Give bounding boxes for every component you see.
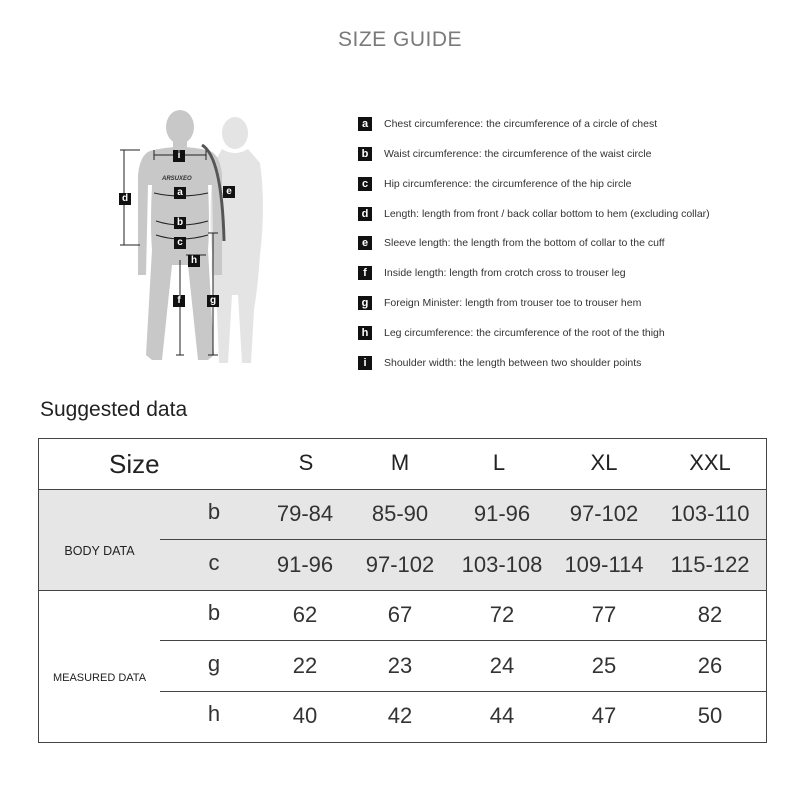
table-cell: 25	[591, 653, 617, 678]
row-key: h	[207, 701, 221, 726]
size-header-m: M	[390, 450, 410, 475]
row-key: c	[208, 550, 220, 575]
size-header-s: S	[298, 450, 314, 475]
table-cell: 97-102	[569, 501, 639, 526]
legend-text: Sleeve length: the length from the bottom of collar to the cuff	[384, 237, 665, 249]
table-cell: 109-114	[564, 552, 644, 577]
table-cell: 40	[292, 703, 318, 728]
row-key: b	[207, 600, 221, 625]
table-cell: 50	[697, 703, 723, 728]
table-cell: 62	[292, 602, 318, 627]
figure-label-i: i	[173, 150, 185, 162]
table-cell: 47	[591, 703, 617, 728]
table-divider	[39, 489, 766, 490]
table-divider	[160, 691, 766, 692]
size-table	[38, 438, 767, 743]
legend-text: Inside length: length from crotch cross to trouser leg	[384, 267, 626, 279]
table-cell: 82	[697, 602, 723, 627]
size-header-l: L	[492, 450, 506, 475]
size-header-label: Size	[109, 449, 160, 479]
figure-label-a: a	[174, 187, 186, 199]
table-cell: 79-84	[276, 501, 334, 526]
table-cell: 77	[591, 602, 617, 627]
figure-label-h: h	[188, 255, 200, 267]
table-cell: 115-122	[670, 552, 750, 577]
legend-key: d	[358, 207, 372, 221]
legend-key: a	[358, 117, 372, 131]
legend-text: Chest circumference: the circumference of a circle of chest	[384, 118, 658, 130]
page-title: SIZE GUIDE	[337, 28, 463, 51]
table-cell: 24	[489, 653, 515, 678]
body-measurement-illustration	[110, 105, 280, 375]
table-divider	[39, 590, 766, 591]
table-cell: 42	[387, 703, 413, 728]
figure-label-g: g	[207, 295, 219, 307]
section-subtitle: Suggested data	[40, 398, 188, 421]
size-header-xxl: XXL	[689, 450, 731, 475]
legend-key: g	[358, 296, 372, 310]
row-key: g	[207, 651, 221, 676]
table-cell: 97-102	[365, 552, 435, 577]
table-cell: 44	[489, 703, 515, 728]
figure-label-c: c	[174, 237, 186, 249]
brand-text: ARSUXEO	[162, 176, 192, 182]
legend-key: c	[358, 177, 372, 191]
table-cell: 85-90	[371, 501, 429, 526]
table-cell: 91-96	[276, 552, 334, 577]
legend-key: e	[358, 236, 372, 250]
figure-label-f: f	[173, 295, 185, 307]
table-cell: 72	[489, 602, 515, 627]
legend-text: Hip circumference: the circumference of the hip circle	[384, 178, 632, 190]
table-divider	[160, 640, 766, 641]
size-header-xl: XL	[590, 450, 618, 475]
legend-text: Shoulder width: the length between two shoulder points	[384, 357, 642, 369]
table-cell: 103-108	[461, 552, 543, 577]
group-label-measured-data: MEASURED DATA	[52, 672, 147, 684]
legend-key: b	[358, 147, 372, 161]
group-label-body-data: BODY DATA	[64, 544, 135, 558]
row-key: b	[207, 499, 221, 524]
figure-label-e: e	[223, 186, 235, 198]
table-cell: 22	[292, 653, 318, 678]
table-cell: 91-96	[473, 501, 531, 526]
figure-label-b: b	[174, 217, 186, 229]
legend-key: i	[358, 356, 372, 370]
legend-text: Length: length from front / back collar bottom to hem (excluding collar)	[384, 208, 710, 220]
table-cell: 67	[387, 602, 413, 627]
legend-key: f	[358, 266, 372, 280]
legend-text: Waist circumference: the circumference of the waist circle	[384, 148, 652, 160]
figure-label-d: d	[119, 193, 131, 205]
legend-text: Leg circumference: the circumference of the root of the thigh	[384, 327, 665, 339]
legend-text: Foreign Minister: length from trouser toe to trouser hem	[384, 297, 642, 309]
table-cell: 103-110	[670, 501, 750, 526]
table-cell: 26	[697, 653, 723, 678]
legend-key: h	[358, 326, 372, 340]
silhouette-diagram	[110, 105, 280, 375]
table-cell: 23	[387, 653, 413, 678]
table-divider	[160, 539, 766, 540]
